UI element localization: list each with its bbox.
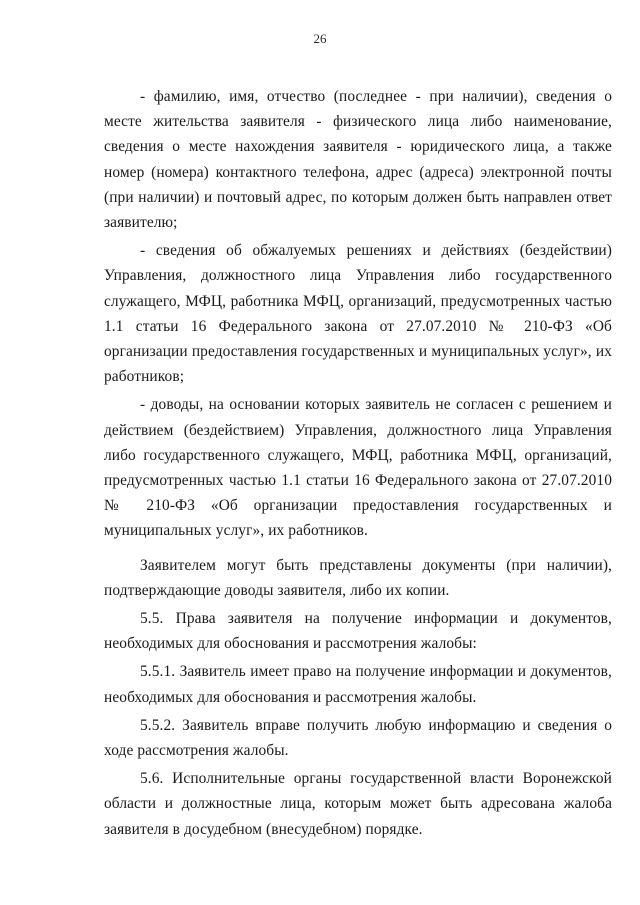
paragraph-appealed-decisions: - сведения об обжалуемых решениях и действиях (бездействии) Управления, должностного лица Управления либо государственного служащего, МФЦ, работника МФЦ, организаций, предусмотренных частью 1.1 статьи 16 Федерального закона от 27.07.2010 № 210-ФЗ «Об организации предоставления государственных и муниципальных услуг», их работников; — [104, 242, 612, 386]
paragraph-applicant-details: - фамилию, имя, отчество (последнее - при наличии), сведения о месте жительства заявителя - физического лица либо наименование, сведения о месте нахождения заявителя - юридического лица, а также номер (номера) контактного телефона, адрес (адреса) электронной почты (при наличии) и почтовый адрес, по которым должен быть направлен ответ заявителю; — [104, 88, 612, 232]
paragraph-section-5-5-1: 5.5.1. Заявитель имеет право на получение информации и документов, необходимых для обоснования и рассмотрения жалобы. — [104, 663, 612, 706]
document-body — [104, 84, 612, 845]
paragraph-arguments: - доводы, на основании которых заявитель не согласен с решением и действием (бездействием) Управления, должностного лица Управления либо государственного служащего, МФЦ, работника МФЦ, организаций, предусмотренных частью 1.1 статьи 16 Федерального закона от 27.07.2010 № 210-ФЗ «Об организации предоставления государственных и муниципальных услуг», их работников. — [104, 396, 612, 540]
paragraph-section-5-5-2: 5.5.2. Заявитель вправе получить любую информацию и сведения о ходе рассмотрения жалобы. — [104, 716, 612, 760]
page-number: 26 — [313, 31, 327, 46]
paragraph-section-5-6: 5.6. Исполнительные органы государственной власти Воронежской области и должностные лица, которым может быть адресована жалоба заявителя в досудебном (внесудебном) порядке. — [104, 770, 612, 838]
paragraph-section-5-5: 5.5. Права заявителя на получение информации и документов, необходимых для обоснования и рассмотрения жалобы: — [104, 610, 612, 653]
paragraph-supporting-documents: Заявителем могут быть представлены документы (при наличии), подтверждающие доводы заявителя, либо их копии. — [104, 556, 612, 599]
